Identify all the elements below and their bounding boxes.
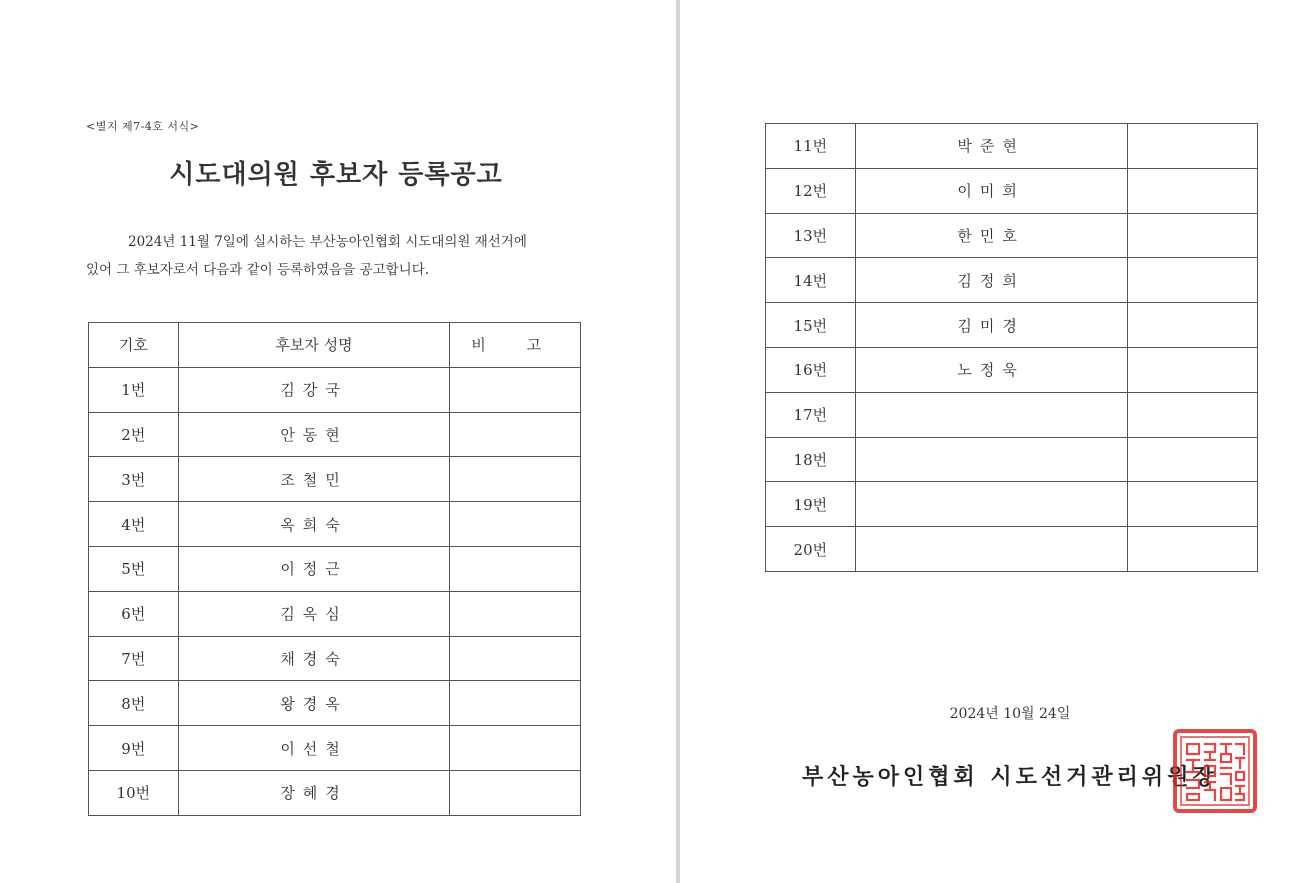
candidate-name: 김정희 xyxy=(855,258,1127,303)
candidate-number: 13번 xyxy=(766,213,856,258)
candidate-number: 17번 xyxy=(766,392,856,437)
candidate-remarks xyxy=(1127,168,1257,213)
table-row xyxy=(89,591,581,636)
candidate-table-page1 xyxy=(88,322,581,816)
table-row xyxy=(89,502,581,547)
notice-line-1-text: 2024년 11월 7일에 실시하는 부산농아인협회 시도대의원 재선거에 xyxy=(128,234,527,250)
candidate-remarks xyxy=(1127,124,1257,169)
table-row xyxy=(766,482,1258,527)
candidate-name: 옥희숙 xyxy=(178,502,450,547)
issuer-name: 부산농아인협회 시도선거관리위원장 xyxy=(802,764,1218,790)
candidate-remarks xyxy=(1127,303,1257,348)
candidate-number: 8번 xyxy=(89,681,179,726)
header-number: 기호 xyxy=(89,323,179,368)
table-row xyxy=(766,347,1258,392)
candidate-remarks xyxy=(1127,527,1257,572)
candidate-number: 3번 xyxy=(89,457,179,502)
candidate-number: 9번 xyxy=(89,726,179,771)
table-row xyxy=(89,636,581,681)
official-seal-icon xyxy=(1172,728,1258,814)
candidate-number: 7번 xyxy=(89,636,179,681)
candidate-name: 이미희 xyxy=(855,168,1127,213)
candidate-number: 12번 xyxy=(766,168,856,213)
candidate-number: 14번 xyxy=(766,258,856,303)
header-remarks: 비 고 xyxy=(450,323,581,368)
candidate-name: 이정근 xyxy=(178,546,450,591)
candidate-number: 1번 xyxy=(89,367,179,412)
header-name: 후보자 성명 xyxy=(178,323,450,368)
candidate-table-page2 xyxy=(765,123,1258,572)
candidate-name xyxy=(855,482,1127,527)
table-row xyxy=(89,367,581,412)
candidate-number: 18번 xyxy=(766,437,856,482)
candidate-name: 이선철 xyxy=(178,726,450,771)
form-number: <별지 제7-4호 서식> xyxy=(86,120,200,133)
candidate-name: 안동현 xyxy=(178,412,450,457)
candidate-remarks xyxy=(450,636,581,681)
candidate-name: 노정욱 xyxy=(855,347,1127,392)
candidate-number: 4번 xyxy=(89,502,179,547)
candidate-remarks xyxy=(1127,392,1257,437)
table-row xyxy=(766,303,1258,348)
table-row xyxy=(766,168,1258,213)
table-row xyxy=(89,770,581,815)
document-title: 시도대의원 후보자 등록공고 xyxy=(169,160,503,190)
candidate-number: 16번 xyxy=(766,347,856,392)
candidate-remarks xyxy=(1127,258,1257,303)
candidate-remarks xyxy=(1127,482,1257,527)
table-row xyxy=(766,258,1258,303)
candidate-remarks xyxy=(450,591,581,636)
candidate-name: 조철민 xyxy=(178,457,450,502)
candidate-name: 김옥심 xyxy=(178,591,450,636)
candidate-remarks xyxy=(1127,437,1257,482)
candidate-name: 박준현 xyxy=(855,124,1127,169)
candidate-remarks xyxy=(450,681,581,726)
candidate-name: 김미경 xyxy=(855,303,1127,348)
candidate-name: 왕경옥 xyxy=(178,681,450,726)
table-row xyxy=(89,457,581,502)
notice-line-2: 있어 그 후보자로서 다음과 같이 등록하였음을 공고합니다. xyxy=(86,262,430,278)
candidate-number: 19번 xyxy=(766,482,856,527)
table-row xyxy=(89,546,581,591)
candidate-remarks xyxy=(450,367,581,412)
candidate-remarks xyxy=(1127,213,1257,258)
candidate-name xyxy=(855,392,1127,437)
candidate-name xyxy=(855,437,1127,482)
table-row xyxy=(766,124,1258,169)
table-row xyxy=(89,681,581,726)
candidate-remarks xyxy=(450,412,581,457)
notice-line-1 xyxy=(86,228,586,256)
candidate-remarks xyxy=(450,770,581,815)
candidate-remarks xyxy=(450,546,581,591)
table-row xyxy=(766,527,1258,572)
table-row xyxy=(766,437,1258,482)
table-row xyxy=(89,726,581,771)
candidate-number: 10번 xyxy=(89,770,179,815)
candidate-number: 6번 xyxy=(89,591,179,636)
candidate-remarks xyxy=(450,502,581,547)
candidate-remarks xyxy=(1127,347,1257,392)
candidate-name xyxy=(855,527,1127,572)
issue-date: 2024년 10월 24일 xyxy=(949,706,1071,722)
candidate-name: 김강국 xyxy=(178,367,450,412)
notice-text xyxy=(86,228,586,284)
table-row xyxy=(89,412,581,457)
candidate-remarks xyxy=(450,457,581,502)
candidate-name: 한민호 xyxy=(855,213,1127,258)
table-row xyxy=(766,392,1258,437)
table-header-row xyxy=(89,323,581,368)
table-row xyxy=(766,213,1258,258)
candidate-number: 20번 xyxy=(766,527,856,572)
candidate-number: 5번 xyxy=(89,546,179,591)
candidate-number: 2번 xyxy=(89,412,179,457)
candidate-remarks xyxy=(450,726,581,771)
candidate-name: 장혜경 xyxy=(178,770,450,815)
candidate-number: 15번 xyxy=(766,303,856,348)
candidate-number: 11번 xyxy=(766,124,856,169)
candidate-name: 채경숙 xyxy=(178,636,450,681)
